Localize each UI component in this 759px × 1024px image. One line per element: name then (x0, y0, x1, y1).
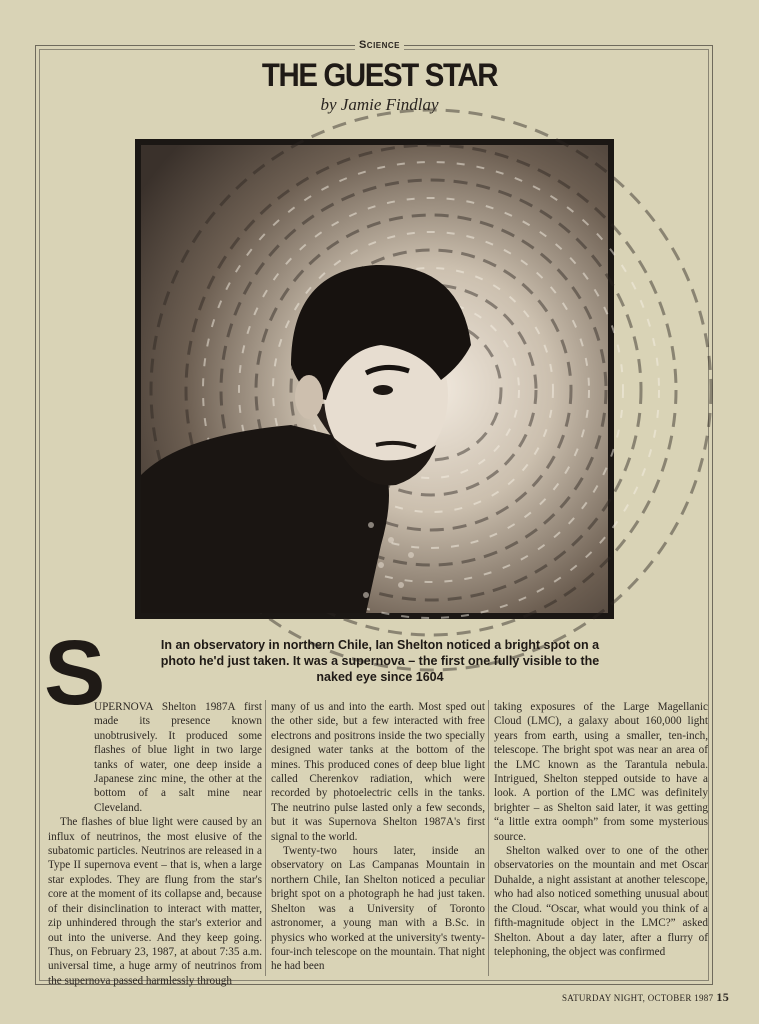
section-label-text: Science (355, 39, 404, 51)
publication-name: SATURDAY NIGHT, OCTOBER 1987 (561, 993, 714, 1003)
paragraph: UPERNOVA Shelton 1987A first made its presence known unobtrusively. It produced some flashes of blue light in two large tanks of water, one deep inside a Japanese zinc mine, the other at the bottom of a salt mine near Cleveland. (94, 701, 262, 814)
paragraph: Twenty-two hours later, inside an observatory on Las Campanas Mountain in northern Chile, Ian Shelton noticed a peculiar bright spot on a photograph he had just taken. Shelton was a University of Toronto astronomer, a young man with a B.Sc. in physics who worked at the university's twenty-four-inch telescope on the mountain. That night he had been (271, 845, 485, 973)
page-number: 15 (716, 990, 729, 1004)
column-divider (265, 700, 266, 976)
paragraph: taking exposures of the Large Magellanic Cloud (LMC), a galaxy about 160,000 light years from earth, using a smaller, ten-inch, telescope. The bright spot was near an area of the LMC known as the Tarantula nebula. Intrigued, Shelton stepped outside to have a look. A portion of the LMC was definitely brighter – as Shelton said later, it was getting “a little extra oomph” from some mysterious source. (494, 701, 708, 843)
headline: THE GUEST STAR (261, 57, 498, 93)
article-deck: In an observatory in northern Chile, Ian Shelton noticed a bright spot on a photo he'd just taken. It was a supernova – the first one fully visible to the naked eye since 1604 (160, 638, 600, 684)
section-label (0, 39, 759, 51)
article-column-1 (48, 700, 262, 987)
byline: by Jamie Findlay (320, 95, 439, 114)
paragraph: The flashes of blue light were caused by an influx of neutrinos, the most elusive of the subatomic particles. Neutrinos are released in a Type II supernova event – that is, when a large star explodes. They are flung from the star's core at the moment of its collapse and, because of their disinclination to interact with matter, zip unhindered through the star's exterior and out into the universe. And they keep going. Thus, on February 23, 1987, at about 7:35 a.m. universal time, a huge army of neutrinos from the supernova passed harmlessly through (48, 816, 262, 987)
paragraph: Shelton walked over to one of the other observatories on the mountain and met Oscar Duhalde, a night assistant at another telescope, who had also noticed something unusual about the Cloud. “Oscar, what would you think of a fifth-magnitude object in the LMC?” asked Shelton. About a day later, after a flurry of telephoning, the object was confirmed (494, 845, 708, 958)
portrait-photo (135, 139, 614, 619)
column-divider (488, 700, 489, 976)
article-column-3 (494, 700, 708, 976)
portrait-photo-icon (141, 145, 608, 613)
paragraph: many of us and into the earth. Most sped out the other side, but a few interacted with free electrons and positrons inside the two specially designed water tanks at the bottom of the mines. This produced cones of deep blue light called Cherenkov radiation, which were recorded by photoelectric cells in the tanks. The neutrino pulse lasted only a few seconds, but it was Supernova Shelton 1987A's first signal to the world. (271, 701, 485, 843)
page-footer (562, 990, 729, 1005)
article-column-2 (271, 700, 485, 976)
drop-cap: S (44, 622, 106, 724)
